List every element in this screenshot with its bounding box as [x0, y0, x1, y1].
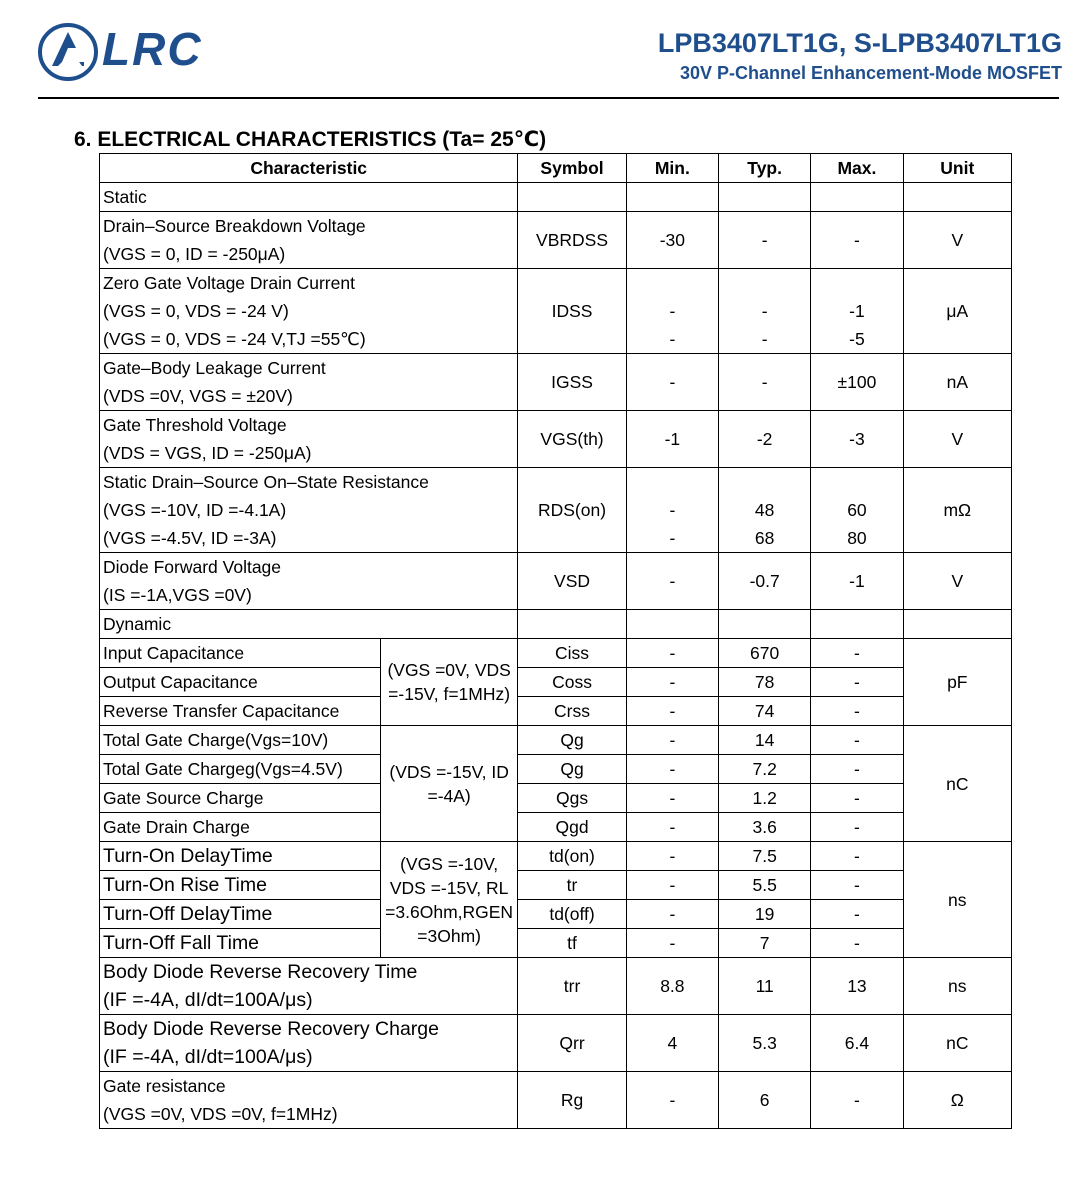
- typ-cell: -: [761, 301, 768, 321]
- min-cell: 4: [626, 1015, 718, 1072]
- device-description: 30V P-Channel Enhancement-Mode MOSFET: [679, 63, 1062, 83]
- symbol-cell: td(on): [518, 842, 626, 871]
- param-condition: (IF =-4A, dI/dt=100A/μs): [103, 1046, 313, 1068]
- symbol-cell: Qgd: [518, 813, 626, 842]
- min-cell: -: [669, 329, 676, 349]
- param-name: Turn-On Rise Time: [100, 871, 381, 900]
- min-cell: -: [626, 354, 718, 411]
- param-name: Total Gate Chargeg(Vgs=4.5V): [100, 755, 381, 784]
- group-label-dynamic: Dynamic: [100, 610, 518, 639]
- symbol-cell: VBRDSS: [518, 212, 626, 269]
- max-cell: -: [811, 784, 903, 813]
- symbol-cell: td(off): [518, 900, 626, 929]
- max-cell: -5: [849, 329, 865, 349]
- typ-cell: 74: [719, 697, 811, 726]
- typ-cell: 670: [719, 639, 811, 668]
- table-row: [100, 871, 1012, 900]
- typ-cell: 3.6: [719, 813, 811, 842]
- min-cell: -: [626, 726, 718, 755]
- param-condition: (VGS =-4.5V, ID =-3A): [103, 528, 277, 548]
- symbol-cell: Rg: [518, 1072, 626, 1129]
- group-row-dynamic: [100, 610, 1012, 639]
- typ-cell: 68: [754, 528, 775, 548]
- table-row: [100, 269, 1012, 354]
- max-cell: 13: [811, 958, 903, 1015]
- symbol-cell: Qrr: [518, 1015, 626, 1072]
- min-cell: -: [626, 900, 718, 929]
- min-cell: -30: [626, 212, 718, 269]
- max-cell: -: [811, 929, 903, 958]
- typ-cell: -: [719, 212, 811, 269]
- table-row: [100, 813, 1012, 842]
- min-cell: 8.8: [626, 958, 718, 1015]
- param-name: Static Drain–Source On–State Resistance: [103, 472, 429, 492]
- max-cell: -: [811, 1072, 903, 1129]
- table-row: [100, 842, 1012, 871]
- symbol-cell: IGSS: [518, 354, 626, 411]
- param-condition: (VDS =0V, VGS = ±20V): [103, 386, 293, 406]
- max-cell: 60: [847, 500, 867, 520]
- test-condition: (VGS =-10V, VDS =-15V, RL =3.6Ohm,RGEN =3Ohm): [380, 842, 517, 958]
- min-cell: -: [626, 755, 718, 784]
- col-header-symbol: Symbol: [518, 154, 626, 183]
- symbol-cell: VSD: [518, 553, 626, 610]
- col-header-typ: Typ.: [719, 154, 811, 183]
- table-row: [100, 1072, 1012, 1129]
- min-cell: -: [626, 784, 718, 813]
- typ-cell: 14: [719, 726, 811, 755]
- table-row: [100, 784, 1012, 813]
- min-cell: -: [669, 500, 676, 520]
- symbol-cell: VGS(th): [518, 411, 626, 468]
- header-divider: [38, 97, 1059, 99]
- param-name: Gate Drain Charge: [100, 813, 381, 842]
- typ-cell: 7.5: [719, 842, 811, 871]
- table-row: [100, 639, 1012, 668]
- param-condition: (VGS =-10V, ID =-4.1A): [103, 500, 287, 520]
- param-name: Gate resistance: [103, 1076, 226, 1096]
- symbol-cell: Qgs: [518, 784, 626, 813]
- max-cell: -1: [811, 553, 903, 610]
- param-name: Drain–Source Breakdown Voltage: [103, 216, 366, 236]
- typ-cell: 1.2: [719, 784, 811, 813]
- param-name: Turn-Off Fall Time: [100, 929, 381, 958]
- table-row: [100, 697, 1012, 726]
- table-row: [100, 212, 1012, 269]
- min-cell: -: [626, 842, 718, 871]
- group-row-static: [100, 183, 1012, 212]
- symbol-cell: tf: [518, 929, 626, 958]
- symbol-cell: IDSS: [518, 269, 626, 354]
- unit-cell: V: [903, 411, 1011, 468]
- max-cell: -3: [811, 411, 903, 468]
- typ-cell: 6: [719, 1072, 811, 1129]
- part-number: LPB3407LT1G, S-LPB3407LT1G: [657, 28, 1062, 58]
- typ-cell: -: [719, 354, 811, 411]
- col-header-min: Min.: [626, 154, 718, 183]
- unit-cell: nC: [903, 1015, 1011, 1072]
- param-condition: (VGS =0V, VDS =0V, f=1MHz): [103, 1104, 338, 1124]
- unit-cell: ns: [903, 958, 1011, 1015]
- table-row: [100, 411, 1012, 468]
- symbol-cell: RDS(on): [518, 468, 626, 553]
- electrical-characteristics-table: [99, 153, 1012, 1129]
- min-cell: -: [626, 1072, 718, 1129]
- symbol-cell: trr: [518, 958, 626, 1015]
- unit-cell: pF: [903, 639, 1011, 726]
- table-row: [100, 929, 1012, 958]
- max-cell: -: [811, 871, 903, 900]
- table-row: [100, 668, 1012, 697]
- typ-cell: -2: [719, 411, 811, 468]
- min-cell: -: [626, 553, 718, 610]
- param-condition: (VGS = 0, ID = -250μA): [103, 244, 286, 264]
- param-name: Input Capacitance: [100, 639, 381, 668]
- col-header-characteristic: Characteristic: [100, 154, 518, 183]
- param-condition: (IF =-4A, dI/dt=100A/μs): [103, 989, 313, 1011]
- param-condition: (IS =-1A,VGS =0V): [103, 585, 252, 605]
- min-cell: -: [626, 668, 718, 697]
- param-name: Reverse Transfer Capacitance: [100, 697, 381, 726]
- group-label-static: Static: [100, 183, 518, 212]
- min-cell: -: [626, 639, 718, 668]
- max-cell: -: [811, 668, 903, 697]
- min-cell: -: [669, 301, 676, 321]
- typ-cell: 7.2: [719, 755, 811, 784]
- param-name: Gate Threshold Voltage: [103, 415, 287, 435]
- param-name: Gate–Body Leakage Current: [103, 358, 326, 378]
- table-row: [100, 755, 1012, 784]
- brand-name: LRC: [102, 23, 203, 75]
- typ-cell: 78: [719, 668, 811, 697]
- test-condition: (VDS =-15V, ID =-4A): [380, 726, 517, 842]
- typ-cell: -0.7: [719, 553, 811, 610]
- unit-cell: nC: [903, 726, 1011, 842]
- max-cell: -: [811, 212, 903, 269]
- table-header-row: [100, 154, 1012, 183]
- unit-cell: μA: [903, 269, 1011, 354]
- test-condition: (VGS =0V, VDS =-15V, f=1MHz): [380, 639, 517, 726]
- symbol-cell: tr: [518, 871, 626, 900]
- unit-cell: mΩ: [903, 468, 1011, 553]
- typ-cell: 11: [719, 958, 811, 1015]
- param-name: Output Capacitance: [100, 668, 381, 697]
- symbol-cell: Crss: [518, 697, 626, 726]
- section-title: 6. ELECTRICAL CHARACTERISTICS (Ta= 25℃): [74, 128, 547, 151]
- param-name: Diode Forward Voltage: [103, 557, 282, 577]
- param-name: Zero Gate Voltage Drain Current: [103, 273, 355, 293]
- param-condition: (VGS = 0, VDS = -24 V): [103, 301, 289, 321]
- table-row: [100, 900, 1012, 929]
- unit-cell: ns: [903, 842, 1011, 958]
- min-cell: -: [626, 813, 718, 842]
- table-row: [100, 958, 1012, 1015]
- typ-cell: -: [761, 329, 768, 349]
- typ-cell: 48: [754, 500, 775, 520]
- table-row: [100, 1015, 1012, 1072]
- typ-cell: 19: [719, 900, 811, 929]
- max-cell: -: [811, 697, 903, 726]
- symbol-cell: Ciss: [518, 639, 626, 668]
- max-cell: -: [811, 842, 903, 871]
- max-cell: -: [811, 639, 903, 668]
- typ-cell: 5.3: [719, 1015, 811, 1072]
- table-row: [100, 553, 1012, 610]
- table-row: [100, 468, 1012, 553]
- symbol-cell: Qg: [518, 755, 626, 784]
- min-cell: -: [669, 528, 676, 548]
- symbol-cell: Qg: [518, 726, 626, 755]
- max-cell: 6.4: [811, 1015, 903, 1072]
- symbol-cell: Coss: [518, 668, 626, 697]
- max-cell: -: [811, 813, 903, 842]
- param-name: Turn-Off DelayTime: [100, 900, 381, 929]
- param-name: Gate Source Charge: [100, 784, 381, 813]
- param-condition: (VGS = 0, VDS = -24 V,TJ =55℃): [103, 329, 366, 349]
- unit-cell: nA: [903, 354, 1011, 411]
- table-row: [100, 726, 1012, 755]
- param-name: Total Gate Charge(Vgs=10V): [100, 726, 381, 755]
- unit-cell: V: [903, 212, 1011, 269]
- typ-cell: 7: [719, 929, 811, 958]
- min-cell: -: [626, 929, 718, 958]
- table-row: [100, 354, 1012, 411]
- unit-cell: Ω: [903, 1072, 1011, 1129]
- min-cell: -: [626, 871, 718, 900]
- max-cell: -: [811, 755, 903, 784]
- param-name: Body Diode Reverse Recovery Charge: [103, 1018, 439, 1040]
- max-cell: -: [811, 900, 903, 929]
- col-header-unit: Unit: [903, 154, 1011, 183]
- max-cell: ±100: [811, 354, 903, 411]
- max-cell: -1: [849, 301, 865, 321]
- unit-cell: V: [903, 553, 1011, 610]
- param-name: Turn-On DelayTime: [100, 842, 381, 871]
- max-cell: 80: [847, 528, 867, 548]
- col-header-max: Max.: [811, 154, 903, 183]
- typ-cell: 5.5: [719, 871, 811, 900]
- min-cell: -1: [626, 411, 718, 468]
- param-name: Body Diode Reverse Recovery Time: [103, 961, 418, 983]
- max-cell: -: [811, 726, 903, 755]
- min-cell: -: [626, 697, 718, 726]
- param-condition: (VDS = VGS, ID = -250μA): [103, 443, 312, 463]
